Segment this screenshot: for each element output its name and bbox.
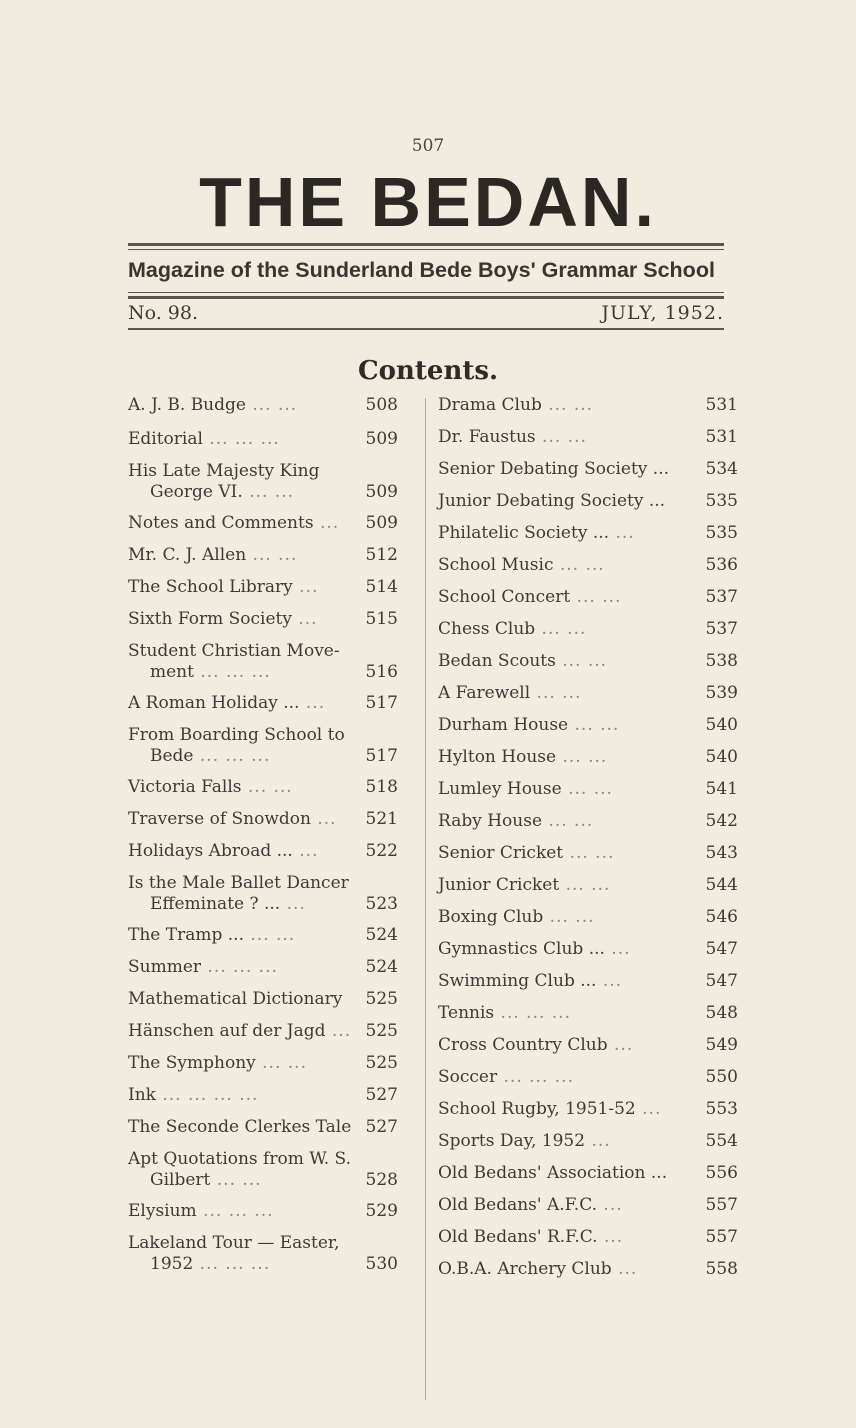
leader-dots: ... ... ... [193,1254,271,1274]
entry-page-number: 546 [705,907,738,927]
leader-dots: ... [609,523,635,543]
entry-title: Soccer ... ... ... [438,1067,574,1087]
leader-dots: ... ... [255,1053,307,1073]
entry-page-number: 539 [705,683,738,703]
contents-entry [128,1053,398,1074]
leader-dots: ... [604,939,631,959]
entry-title: Holidays Abroad ... ... [128,841,319,861]
leader-dots: ... ... ... ... [155,1085,259,1105]
contents-entry [128,693,398,714]
entry-page-number: 540 [705,715,738,735]
leader-dots: ... ... [543,907,595,927]
contents-entry [128,395,398,416]
entry-page-number: 550 [705,1067,738,1087]
contents-entry [128,841,398,862]
contents-entry [128,989,398,1010]
entry-page-number: 514 [365,577,398,597]
entry-page-number: 535 [705,523,738,543]
entry-title: Editorial ... ... ... [128,429,280,449]
entry-page-number: 537 [705,587,738,607]
entry-title: Senior Debating Society ... [438,459,670,479]
entry-title: Lakeland Tour — Easter, [128,1233,340,1253]
contents-entry [438,1131,738,1152]
contents-entry [438,619,738,640]
leader-dots: ... [313,513,340,533]
entry-page-number: 527 [365,1117,398,1137]
leader-dots: ... ... [555,651,608,671]
contents-entry [438,811,738,832]
contents-entry [128,577,398,598]
entry-page-number: 525 [365,989,398,1009]
entry-page-number: 547 [705,971,738,991]
entry-page-number: 554 [705,1131,738,1151]
entry-title: A. J. B. Budge ... ... [128,395,298,415]
entry-title: The Seconde Clerkes Tale [128,1117,352,1137]
leader-dots: ... ... [556,747,608,767]
leader-dots: ... [291,609,318,629]
issue-number: No. 98. [128,302,199,324]
entry-title: Lumley House ... ... [438,779,613,799]
magazine-title: THE BEDAN. [199,163,657,241]
leader-dots: ... ... ... [202,429,280,449]
contents-entry [438,715,738,736]
entry-title: Raby House ... ... [438,811,594,831]
contents-entry [438,651,738,672]
entry-page-number: 515 [365,609,398,629]
leader-dots: ... ... [553,555,605,575]
entry-page-number: 525 [365,1021,398,1041]
entry-title: Hänschen auf der Jagd ... [128,1021,352,1041]
entry-page-number: 536 [705,555,738,575]
leader-dots: ... [611,1259,638,1279]
entry-page-number: 529 [365,1201,398,1221]
entry-page-number: 531 [705,395,738,415]
leader-dots: ... [597,1195,623,1215]
entry-title-continued: George VI. ... ... [150,482,294,502]
leader-dots: ... [280,894,306,914]
entry-title: School Concert ... ... [438,587,622,607]
contents-entry [128,1201,398,1222]
leader-dots: ... ... [210,1170,262,1190]
entry-title: Senior Cricket ... ... [438,843,615,863]
entry-title: Gymnastics Club ... ... [438,939,631,959]
entry-title-continued: Gilbert ... ... [150,1170,262,1190]
page-number: 507 [411,136,445,156]
entry-page-number: 553 [705,1099,738,1119]
entry-title-continued: Bede ... ... ... [150,746,271,766]
contents-entry [438,683,738,704]
contents-entry [438,555,738,576]
entry-page-number: 516 [365,662,398,682]
entry-page-number: 535 [705,491,738,511]
entry-page-number: 531 [705,427,738,447]
entry-title: Elysium ... ... ... [128,1201,274,1221]
contents-entry [438,1227,738,1248]
entry-title: Apt Quotations from W. S. [128,1149,351,1169]
entry-title: Junior Debating Society ... [438,491,666,511]
entry-page-number: 557 [705,1195,738,1215]
contents-entry [438,1067,738,1088]
entry-title: Student Christian Move- [128,641,340,661]
entry-page-number: 527 [365,1085,398,1105]
entry-title: Cross Country Club ... [438,1035,634,1055]
contents-entry [438,427,738,448]
entry-title: Traverse of Snowdon ... [128,809,337,829]
contents-entry [438,1163,738,1184]
entry-page-number: 509 [365,513,398,533]
contents-entry [128,925,398,946]
entry-page-number: 524 [365,925,398,945]
leader-dots: ... ... [535,619,587,639]
entry-title: The School Library ... [128,577,319,597]
contents-entry [128,873,398,915]
contents-entry [438,875,738,896]
entry-page-number: 509 [365,429,398,449]
entry-title: Chess Club ... ... [438,619,587,639]
entry-title-continued: Effeminate ? ... ... [150,894,306,914]
entry-page-number: 556 [705,1163,738,1183]
contents-entry [438,1099,738,1120]
entry-title: Old Bedans' A.F.C. ... [438,1195,623,1215]
entry-title: Bedan Scouts ... ... [438,651,608,671]
entry-title: The Tramp ... ... ... [128,925,296,945]
leader-dots: ... ... [535,427,587,447]
entry-page-number: 509 [365,482,398,502]
leader-dots: ... ... [243,925,296,945]
contents-entry [438,843,738,864]
entry-title-continued: 1952 ... ... ... [150,1254,271,1274]
leader-dots: ... ... ... [497,1067,574,1087]
contents-entry [438,907,738,928]
contents-entry [128,641,398,683]
entry-page-number: 549 [705,1035,738,1055]
leader-dots: ... ... [246,545,298,565]
entry-title: A Farewell ... ... [438,683,582,703]
contents-entry [128,957,398,978]
entry-page-number: 521 [365,809,398,829]
leader-dots: ... [292,841,319,861]
entry-title: Mr. C. J. Allen ... ... [128,545,298,565]
entry-title: Durham House ... ... [438,715,620,735]
leader-dots: ... ... [563,843,615,863]
contents-entry [438,747,738,768]
leader-dots: ... [585,1131,611,1151]
entry-page-number: 524 [365,957,398,977]
leader-dots: ... ... [542,811,594,831]
leader-dots: ... [325,1021,352,1041]
leader-dots: ... [310,809,337,829]
entry-title: His Late Majesty King [128,461,320,481]
entry-page-number: 530 [365,1254,398,1274]
entry-title: Sports Day, 1952 ... [438,1131,611,1151]
entry-page-number: 512 [365,545,398,565]
leader-dots: ... ... [561,779,613,799]
contents-entry [128,1021,398,1042]
contents-entry [438,491,738,512]
leader-dots: ... [607,1035,634,1055]
entry-page-number: 518 [365,777,398,797]
contents-entry [438,1035,738,1056]
entry-title: Swimming Club ... ... [438,971,623,991]
entry-page-number: 537 [705,619,738,639]
entry-title: From Boarding School to [128,725,345,745]
leader-dots: ... ... [242,482,294,502]
leader-dots: ... ... ... [494,1003,571,1023]
contents-entry [438,587,738,608]
leader-dots: ... ... [241,777,293,797]
bottom-rule [128,328,724,330]
entry-title: Victoria Falls ... ... [128,777,293,797]
top-rule-thin [128,249,724,250]
entry-title: O.B.A. Archery Club ... [438,1259,638,1279]
entry-page-number: 543 [705,843,738,863]
entry-page-number: 558 [705,1259,738,1279]
entry-title: Philatelic Society ... ... [438,523,635,543]
contents-entry [438,459,738,480]
contents-entry [438,939,738,960]
leader-dots: ... ... [530,683,582,703]
contents-entry [128,513,398,534]
entry-title: Boxing Club ... ... [438,907,595,927]
contents-entry [438,1003,738,1024]
entry-title: Drama Club ... ... [438,395,594,415]
entry-title: Old Bedans' R.F.C. ... [438,1227,624,1247]
contents-entry [128,461,398,503]
contents-entry [438,971,738,992]
issue-date: JULY, 1952. [601,302,724,324]
contents-entry [128,777,398,798]
leader-dots: ... [635,1099,662,1119]
entry-page-number: 522 [365,841,398,861]
leader-dots: ... ... ... [201,957,278,977]
entry-title: A Roman Holiday ... ... [128,693,326,713]
entry-page-number: 547 [705,939,738,959]
leader-dots: ... [299,693,326,713]
leader-dots: ... ... [568,715,620,735]
entry-title: Hylton House ... ... [438,747,608,767]
contents-entry [128,609,398,630]
entry-title: Summer ... ... ... [128,957,278,977]
entry-page-number: 557 [705,1227,738,1247]
entry-page-number: 544 [705,875,738,895]
entry-page-number: 534 [705,459,738,479]
entry-title: Old Bedans' Association ... [438,1163,668,1183]
entry-page-number: 548 [705,1003,738,1023]
entry-title: Tennis ... ... ... [438,1003,571,1023]
entry-page-number: 538 [705,651,738,671]
middle-rule-thick [128,296,724,299]
contents-entry [438,1259,738,1280]
entry-title: Mathematical Dictionary [128,989,343,1009]
entry-title: Junior Cricket ... ... [438,875,611,895]
entry-page-number: 523 [365,894,398,914]
contents-entry [438,395,738,416]
contents-entry [128,809,398,830]
contents-entry [438,779,738,800]
entry-page-number: 542 [705,811,738,831]
leader-dots: ... ... ... [196,1201,274,1221]
contents-entry [438,1195,738,1216]
entry-title: Dr. Faustus ... ... [438,427,587,447]
entry-title: The Symphony ... ... [128,1053,307,1073]
entry-page-number: 508 [365,395,398,415]
contents-entry [128,1233,398,1275]
contents-entry [128,1085,398,1106]
leader-dots: ... ... [541,395,594,415]
leader-dots: ... ... [559,875,611,895]
entry-title: School Music ... ... [438,555,605,575]
leader-dots: ... [597,1227,624,1247]
magazine-subtitle: Magazine of the Sunderland Bede Boys' Grammar School [128,258,715,282]
entry-title: Is the Male Ballet Dancer [128,873,349,893]
entry-page-number: 517 [365,746,398,766]
contents-heading: Contents. [357,356,499,386]
entry-page-number: 525 [365,1053,398,1073]
contents-entry [438,523,738,544]
leader-dots: ... ... [570,587,622,607]
leader-dots: ... ... ... [193,746,271,766]
column-divider [425,398,426,1400]
middle-rule-thin [128,292,724,293]
leader-dots: ... [596,971,623,991]
entry-page-number: 528 [365,1170,398,1190]
leader-dots: ... ... ... [193,662,271,682]
entry-title: Ink ... ... ... ... [128,1085,259,1105]
entry-title: School Rugby, 1951-52 ... [438,1099,662,1119]
entry-title: Notes and Comments ... [128,513,340,533]
entry-page-number: 540 [705,747,738,767]
entry-page-number: 541 [705,779,738,799]
leader-dots: ... ... [245,395,298,415]
contents-entry [128,725,398,767]
leader-dots: ... [292,577,319,597]
contents-entry [128,1149,398,1191]
contents-entry [128,545,398,566]
entry-page-number: 517 [365,693,398,713]
contents-entry [128,429,398,450]
entry-title-continued: ment ... ... ... [150,662,271,682]
entry-title: Sixth Form Society ... [128,609,318,629]
top-rule-thick [128,243,724,246]
contents-entry [128,1117,398,1138]
